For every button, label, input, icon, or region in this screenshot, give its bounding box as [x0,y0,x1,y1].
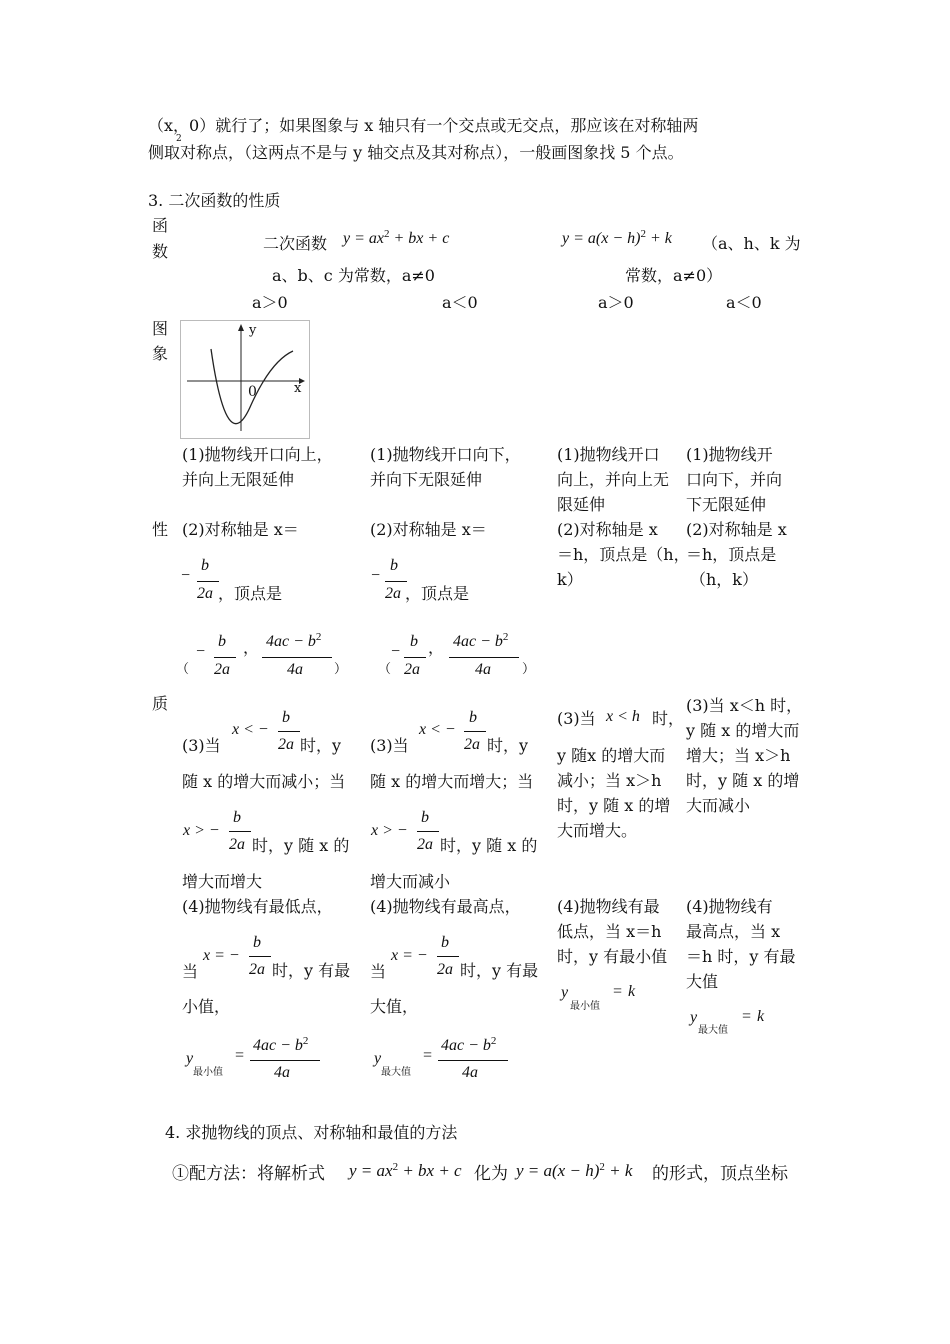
col2-b: b [390,557,398,574]
col1-p4-tail: 时，y 有最 [272,961,351,980]
col1-ext-num: $4ac - b^2$ [253,1035,309,1054]
col4-p4-line1: (4)抛物线有 [686,897,773,916]
stray-mark: 2 [176,134,182,144]
method-1-prefix: ①配方法：将解析式 [172,1164,325,1184]
col2-2a: 2a [385,585,401,602]
col2-p3-cond: x < − [419,721,456,738]
col4-ext-k: k [757,1008,765,1025]
frac-bar [464,731,486,732]
col4-ext-sub: 最大值 [698,1025,728,1036]
col2-ext-num: $4ac - b^2$ [441,1035,497,1054]
col3-p4-line3: 时，y 有最小值 [557,947,668,966]
col1-ext-sub: 最小值 [193,1067,223,1078]
col2-ext-den: 4a [462,1064,478,1081]
col2-ext-eq: = [422,1047,433,1064]
col3-p4-line1: (4)抛物线有最 [557,897,660,916]
origin-label: 0 [248,384,257,400]
col3-p3-line2: y 随x 的增大而 [557,746,666,765]
col3-p1-line2: 向上，并向上无 [557,470,670,489]
col1-p3-cond: x < − [232,721,269,738]
col1-lparen: （ [176,662,190,677]
cond-col1: a＞0 [252,293,288,312]
col4-p3-line3: 增大；当 x＞h [686,746,791,765]
col2-vy-num: $4ac - b^2$ [453,631,509,650]
col4-ext-eq: = [741,1008,752,1025]
col3-p3-line5: 大而增大。 [557,821,638,840]
col1-ext-y: y [186,1050,194,1067]
col2-p3-b2: b [421,809,429,826]
row-label-graph-1: 图 [152,319,169,338]
col1-vx-b: b [218,633,226,650]
col4-ext-y: y [690,1009,698,1026]
col1-p3-2a2: 2a [229,836,245,853]
col2-p3-tail2: 时，y 随 x 的 [440,836,538,855]
frac-bar [249,956,271,957]
col3-p1-line3: 限延伸 [557,495,606,514]
col1-p4-cond: x = − [203,947,240,964]
col1-vx-comma: ， [243,638,260,657]
col1-p4-pre: 当 [182,962,199,981]
col2-vx-minus: − [390,643,401,660]
col2-p3-2a: 2a [464,736,480,753]
section-4-title: 4. 求抛物线的顶点、对称轴和最值的方法 [165,1123,458,1142]
col2-p4-line1: (4)抛物线有最高点， [370,897,521,916]
col2-p1-line1: (1)抛物线开口向下， [370,445,521,464]
col3-p3-line3: 减小；当 x＞h [557,771,662,790]
frac-bar [437,956,459,957]
col4-p2-line1: (2)对称轴是 x [686,520,787,539]
col3-ext-sub: 最小值 [570,1001,600,1012]
axis-label-y: y [249,323,257,338]
intro-line-1: （x，0）就行了；如果图象与 x 轴只有一个交点或无交点，那应该在对称轴两 [148,116,699,135]
col4-p3-line1: (3)当 x＜h 时， [686,696,803,715]
col2-p4-cond: x = − [391,947,428,964]
col3-p3-line4: 时，y 随 x 的增 [557,796,671,815]
vertex-form-note-2: 常数，a≠0） [625,266,723,285]
col4-p2-line3: （h，k） [690,570,759,589]
col3-p3-cond: x < h [606,708,640,725]
col2-p3-line4: 增大而减小 [370,872,451,891]
col2-ext-sub: 最大值 [381,1067,411,1078]
col1-ext-eq: = [234,1047,245,1064]
col3-ext-k: k [628,983,636,1000]
col2-minus: − [370,567,381,584]
col1-p3-tail: 时，y [300,736,342,755]
section-3-title: 3. 二次函数的性质 [148,191,281,210]
method-1-tail: 的形式，顶点坐标 [652,1164,788,1184]
col2-p3-b: b [469,709,477,726]
col1-p3-b2: b [233,809,241,826]
col2-p4-line3: 大值， [370,997,419,1016]
col2-p3-pre: (3)当 [370,736,409,755]
row-label-function-2: 数 [152,242,169,261]
frac-bar [229,831,251,832]
col2-p2-line1: (2)对称轴是 x＝ [370,520,487,539]
col2-ext-y: y [374,1050,382,1067]
frac-bar [449,657,519,658]
col2-lparen: （ [378,662,392,677]
col1-p3-pre: (3)当 [182,736,221,755]
col1-p3-2a: 2a [278,736,294,753]
parabola-graph-svg [181,321,309,438]
row-label-function-1: 函 [152,216,169,235]
col1-p4-line1: (4)抛物线有最低点， [182,897,333,916]
cond-col3: a＞0 [598,293,634,312]
vertex-form-formula: $y = a(x - h)^2 + k$ [562,228,672,247]
col1-p4-2a: 2a [249,961,265,978]
col3-ext-y: y [561,984,569,1001]
method-1-formula-1: $y = ax^2$ + bx + c [349,1161,462,1180]
col2-p3-2a2: 2a [417,836,433,853]
col4-p2-line2: ＝h，顶点是 [686,545,777,564]
col4-p3-line2: y 随 x 的增大而 [686,721,800,740]
row-label-graph-2: 象 [152,344,169,363]
col3-p4-line2: 低点，当 x＝h [557,922,662,941]
col2-p3-tail: 时，y [487,736,529,755]
col1-p1-line1: (1)抛物线开口向上， [182,445,333,464]
col3-p2-line1: (2)对称轴是 x [557,520,658,539]
frac-bar [417,831,439,832]
col1-vy-num: $4ac - b^2$ [266,631,322,650]
frac-bar [262,657,332,658]
axis-label-x: x [294,381,302,396]
frac-bar [197,581,219,582]
col2-vx-b: b [410,633,418,650]
col4-p4-line4: 大值 [686,972,719,991]
method-1-formula-2: $y = a(x - h)^2 + k$ [516,1161,633,1180]
col2-vy-den: 4a [475,661,491,678]
col2-p4-pre: 当 [370,962,387,981]
col1-minus: − [180,567,191,584]
col4-p4-line3: ＝h 时，y 有最 [686,947,796,966]
frac-bar [250,1060,320,1061]
vertex-form-note-1: （a、h、k 为 [702,234,801,253]
frac-bar [404,657,426,658]
cond-col2: a＜0 [442,293,478,312]
col2-p4-b: b [441,934,449,951]
col1-ext-den: 4a [274,1064,290,1081]
col1-p3-tail2: 时，y 随 x 的 [252,836,350,855]
col1-p3-line4: 增大而增大 [182,872,263,891]
col3-p2-line3: k） [557,570,583,589]
col2-p1-line2: 并向下无限延伸 [370,470,483,489]
col4-p3-line4: 时，y 随 x 的增 [686,771,800,790]
col4-p3-line5: 大而减小 [686,796,751,815]
y-axis-arrow-icon [238,324,244,331]
row-label-property-2: 质 [152,694,169,713]
col2-vx-comma: ， [428,638,445,657]
col4-p1-line2: 口向下，并向 [686,470,783,489]
frac-bar [385,581,407,582]
col1-vx-minus: − [195,643,206,660]
general-form-note: a、b、c 为常数，a≠0 [272,266,435,285]
col3-ext-eq: = [612,983,623,1000]
col3-p1-line1: (1)抛物线开口 [557,445,660,464]
col4-p4-line2: 最高点，当 x [686,922,781,941]
col2-rparen: ） [522,662,536,677]
col1-b: b [201,557,209,574]
row-label-property-1: 性 [152,520,169,539]
col4-p1-line3: 下无限延伸 [686,495,767,514]
method-1-mid: 化为 [474,1164,508,1184]
col1-vertex-text: ，顶点是 [218,584,283,603]
col1-p3-b: b [282,709,290,726]
col4-p1-line1: (1)抛物线开 [686,445,773,464]
col2-vx-2a: 2a [404,661,420,678]
col2-p4-2a: 2a [437,961,453,978]
frac-bar [214,657,236,658]
col3-p3-tail: 时， [652,709,685,728]
col1-p4-line3: 小值， [182,997,231,1016]
col3-p2-line2: ＝h，顶点是（h， [557,545,690,564]
col2-vertex-text: ，顶点是 [405,584,470,603]
col2-p3-cond2: x > − [371,822,408,839]
col1-rparen: ） [334,662,348,677]
col1-p1-line2: 并向上无限延伸 [182,470,295,489]
general-form-formula: $y = ax^2$ + bx + c [343,228,450,247]
col2-p4-tail: 时，y 有最 [460,961,539,980]
general-form-prefix: 二次函数 [263,234,328,253]
col1-p4-b: b [253,934,261,951]
intro-line-2: 侧取对称点，（这两点不是与 y 轴交点及其对称点），一般画图象找 5 个点。 [148,143,684,162]
col1-p2-line1: (2)对称轴是 x＝ [182,520,299,539]
parabola-graph [180,320,310,439]
col1-p3-cond2: x > − [183,822,220,839]
col1-vy-den: 4a [287,661,303,678]
col1-2a: 2a [197,585,213,602]
col1-p3-line2: 随 x 的增大而减小；当 [182,772,346,791]
col2-p3-line2: 随 x 的增大而增大；当 [370,772,534,791]
col1-vx-2a: 2a [214,661,230,678]
frac-bar [278,731,300,732]
cond-col4: a＜0 [726,293,762,312]
frac-bar [438,1060,508,1061]
col3-p3-pre: (3)当 [557,709,596,728]
